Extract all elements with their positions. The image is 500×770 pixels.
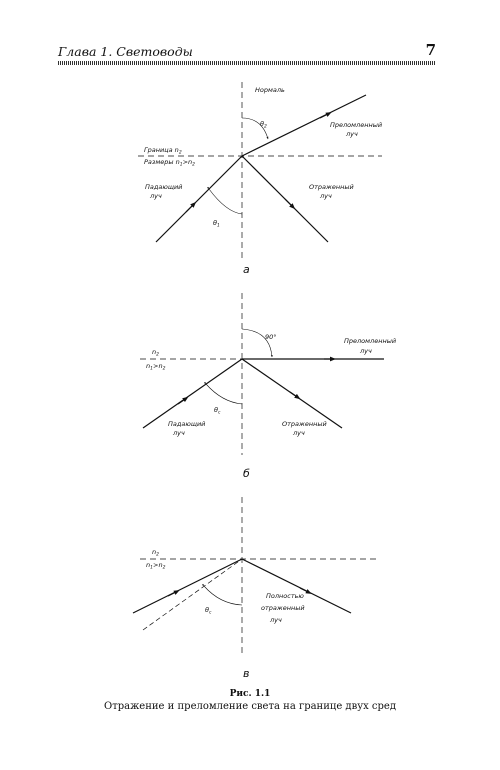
incident-label-2: луч (173, 429, 185, 437)
reflected-label-1: Отраженный (309, 183, 354, 191)
boundary-label: Граница $n_2$ (144, 146, 182, 156)
subfigure-label-a: а (243, 263, 250, 276)
figure-a (138, 82, 382, 276)
incident-arrow (168, 592, 177, 597)
incident-label-2: луч (150, 192, 162, 200)
incident-label-1: Падающий (168, 420, 206, 428)
subfigure-label-b: б (243, 467, 250, 480)
thetac-label: $\theta_c$ (205, 606, 212, 616)
figure-b (140, 293, 396, 480)
page-number: 7 (425, 41, 436, 59)
reflected-label-2: луч (320, 192, 332, 200)
refracted-label-1: Преломленный (330, 121, 383, 129)
reflected-label-3: луч (270, 616, 282, 624)
n2-label: $n_2$ (152, 348, 159, 358)
reflected-arrow (290, 392, 298, 398)
refracted-label-2: луч (346, 130, 358, 138)
incident-label-1: Падающий (145, 183, 183, 191)
subfigure-label-c: в (243, 667, 250, 680)
theta1-label: $\theta_1$ (213, 219, 220, 229)
relation-label: $n_1>n_2$ (146, 362, 166, 372)
n2-label: $n_2$ (152, 548, 159, 558)
figure-c (133, 497, 378, 680)
thetac-label: $\theta_c$ (214, 406, 221, 416)
thetac-arc (204, 586, 242, 605)
chapter-title: Глава 1. Световоды (58, 44, 193, 59)
reflected-label-1: Отраженный (282, 420, 327, 428)
reflected-label-1: Полностью (266, 592, 304, 600)
incident-arrow (178, 399, 186, 405)
refracted-label-1: Преломленный (344, 337, 397, 345)
refracted-arrow (320, 114, 329, 119)
refracted-label-2: луч (360, 347, 372, 355)
theta1-arc (209, 189, 242, 214)
reflected-label-2: отраженный (261, 604, 305, 612)
normal-label: Нормаль (255, 86, 285, 94)
reflected-arrow (285, 199, 293, 207)
sizes-label: Размеры $n_1>n_2$ (144, 158, 196, 168)
theta2-label: $\theta_2$ (260, 120, 267, 130)
reflected-label-2: луч (293, 429, 305, 437)
incident-ray (156, 156, 242, 242)
relation-label: $n_1>n_2$ (146, 561, 166, 571)
angle90-label: 90° (265, 333, 277, 341)
thetac-arc (206, 384, 242, 404)
incident-arrow (186, 204, 194, 212)
figure-number: Рис. 1.1 (229, 689, 271, 699)
critical-ray-dashed (143, 559, 242, 630)
figure-caption: Отражение и преломление света на границе двух сред (104, 701, 396, 712)
